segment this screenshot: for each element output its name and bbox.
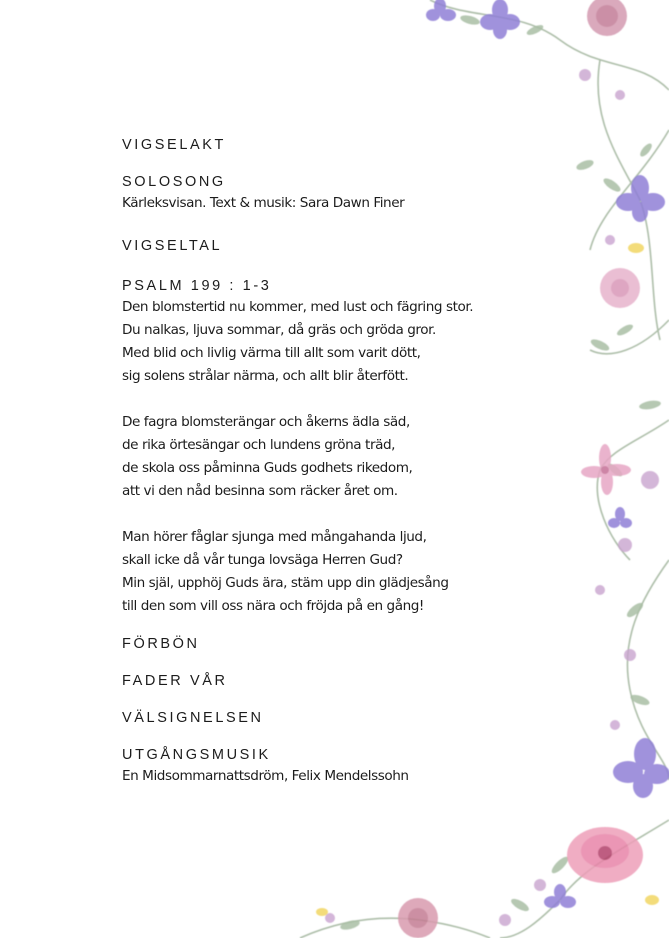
psalm-line: Man hörer fåglar sjunga med mångahanda ljud, [122,529,427,545]
section-heading-solosong: SOLOSONG [122,174,226,190]
psalm-stanza [122,526,562,618]
psalm-stanza [122,296,562,388]
section-heading-fader-var: FADER VÅR [122,673,228,689]
solosong-description: Kärleksvisan. Text & musik: Sara Dawn Finer [122,195,405,211]
section-heading-valsignelsen: VÄLSIGNELSEN [122,710,264,726]
psalm-stanza [122,411,562,503]
utgangsmusik-description: En Midsommarnattsdröm, Felix Mendelssohn [122,768,409,784]
psalm-line: Med blid och livlig värma till allt som varit dött, [122,345,421,361]
psalm-line: sig solens strålar närma, och allt blir återfött. [122,368,409,384]
psalm-line: till den som vill oss nära och fröjda på en gång! [122,598,424,614]
psalm-line: Den blomstertid nu kommer, med lust och fägring stor. [122,299,474,315]
psalm-line: Du nalkas, ljuva sommar, då gräs och gröda gror. [122,322,436,338]
section-solosong [122,172,562,215]
section-heading-vigselakt: VIGSELAKT [122,137,226,153]
psalm-line: De fagra blomsterängar och åkerns ädla säd, [122,414,410,430]
psalm-line: skall icke då vår tunga lovsäga Herren Gud? [122,552,403,568]
section-heading-psalm: PSALM 199 : 1-3 [122,278,272,294]
psalm-line: att vi den nåd besinna som räcker året om. [122,483,398,499]
ceremony-program [122,135,562,788]
psalm-line: de rika örtesängar och lundens gröna träd, [122,437,396,453]
section-heading-forbon: FÖRBÖN [122,636,200,652]
section-heading-utgangsmusik: UTGÅNGSMUSIK [122,747,271,763]
section-utgangsmusik [122,745,562,788]
psalm-line: Min själ, upphöj Guds ära, stäm upp din glädjesång [122,575,449,591]
section-heading-vigseltal: VIGSELTAL [122,238,223,254]
psalm-line: de skola oss påminna Guds godhets rikedom, [122,460,413,476]
section-psalm [122,276,562,618]
